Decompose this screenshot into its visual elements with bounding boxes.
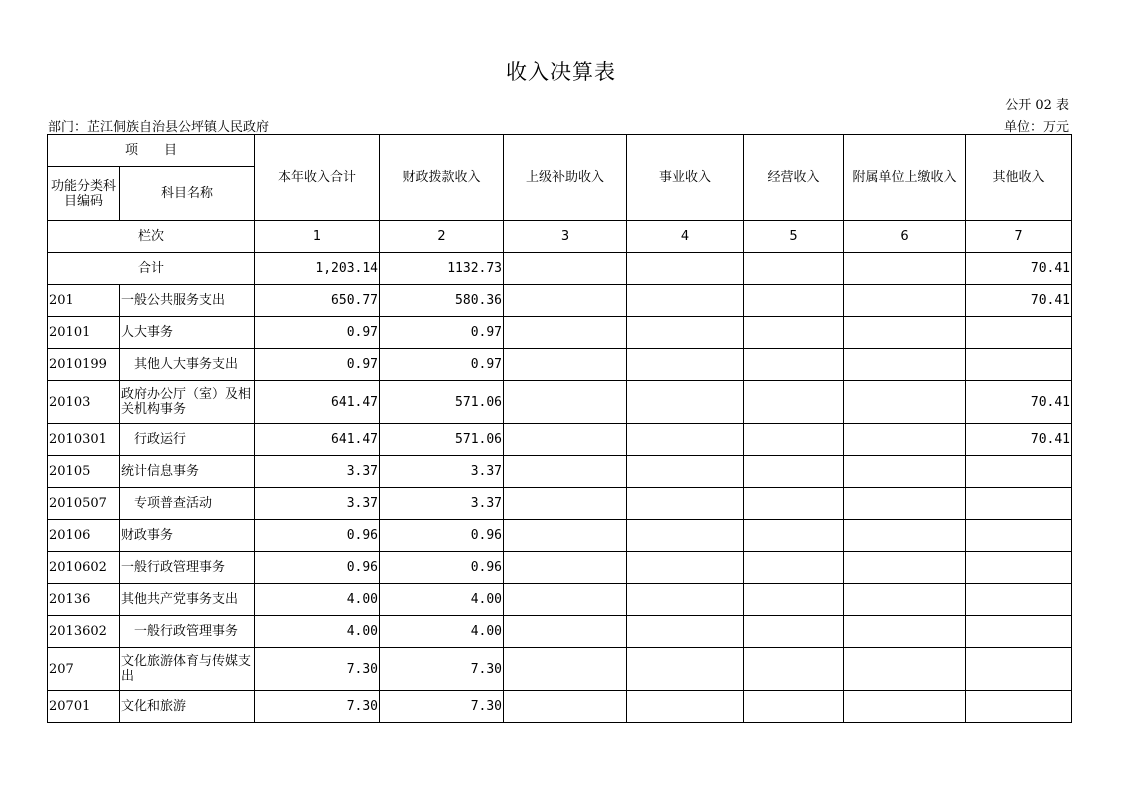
row-fiscal: 3.37 [380, 456, 504, 488]
unit-label: 单位：万元 [1003, 120, 1069, 135]
index-col-2: 2 [380, 221, 504, 253]
row-code: 2010301 [48, 424, 120, 456]
row-total: 650.77 [255, 285, 380, 317]
row-superior [504, 584, 627, 616]
row-total: 3.37 [255, 456, 380, 488]
row-total: 0.97 [255, 317, 380, 349]
row-operating [744, 317, 844, 349]
row-superior [504, 552, 627, 584]
row-superior [504, 317, 627, 349]
row-code: 2010199 [48, 349, 120, 381]
table-row [48, 317, 1072, 349]
row-business [627, 456, 744, 488]
row-total: 4.00 [255, 616, 380, 648]
row-total: 0.97 [255, 349, 380, 381]
row-superior [504, 285, 627, 317]
row-fiscal: 3.37 [380, 488, 504, 520]
row-name: 政府办公厅（室）及相关机构事务 [120, 381, 255, 424]
row-affiliated [844, 520, 966, 552]
header-superior: 上级补助收入 [504, 135, 627, 221]
header-total: 本年收入合计 [255, 135, 380, 221]
row-superior [504, 424, 627, 456]
row-operating [744, 584, 844, 616]
index-col-7: 7 [966, 221, 1072, 253]
row-operating [744, 552, 844, 584]
row-operating [744, 424, 844, 456]
row-name: 其他共产党事务支出 [120, 584, 255, 616]
row-affiliated [844, 317, 966, 349]
row-total: 641.47 [255, 424, 380, 456]
page-title: 收入决算表 [506, 60, 616, 84]
header-item: 项 目 [48, 135, 255, 167]
row-name: 行政运行 [120, 424, 255, 456]
form-code: 公开 02 表 [1005, 98, 1069, 113]
table-row [48, 349, 1072, 381]
total-superior [504, 253, 627, 285]
table-row [48, 552, 1072, 584]
row-total: 0.96 [255, 520, 380, 552]
row-name: 一般公共服务支出 [120, 285, 255, 317]
row-other [966, 488, 1072, 520]
row-total: 3.37 [255, 488, 380, 520]
total-sum: 1,203.14 [255, 253, 380, 285]
row-operating [744, 381, 844, 424]
row-affiliated [844, 456, 966, 488]
row-business [627, 381, 744, 424]
row-superior [504, 616, 627, 648]
row-superior [504, 691, 627, 723]
header-other: 其他收入 [966, 135, 1072, 221]
row-operating [744, 616, 844, 648]
row-superior [504, 648, 627, 691]
row-fiscal: 571.06 [380, 381, 504, 424]
total-business [627, 253, 744, 285]
row-business [627, 691, 744, 723]
row-code: 2010602 [48, 552, 120, 584]
row-total: 641.47 [255, 381, 380, 424]
row-business [627, 520, 744, 552]
row-business [627, 349, 744, 381]
row-affiliated [844, 691, 966, 723]
row-other [966, 584, 1072, 616]
row-business [627, 285, 744, 317]
row-code: 207 [48, 648, 120, 691]
header-business: 事业收入 [627, 135, 744, 221]
row-total: 4.00 [255, 584, 380, 616]
row-business [627, 488, 744, 520]
row-affiliated [844, 285, 966, 317]
row-business [627, 317, 744, 349]
row-fiscal: 0.96 [380, 552, 504, 584]
index-col-3: 3 [504, 221, 627, 253]
index-col-6: 6 [844, 221, 966, 253]
row-affiliated [844, 552, 966, 584]
row-total: 0.96 [255, 552, 380, 584]
row-fiscal: 0.96 [380, 520, 504, 552]
income-table [47, 134, 1072, 723]
table-row [48, 456, 1072, 488]
row-code: 201 [48, 285, 120, 317]
row-total: 7.30 [255, 691, 380, 723]
row-fiscal: 4.00 [380, 584, 504, 616]
row-other: 70.41 [966, 424, 1072, 456]
row-other: 70.41 [966, 285, 1072, 317]
row-name: 文化旅游体育与传媒支出 [120, 648, 255, 691]
total-affiliated [844, 253, 966, 285]
row-code: 20103 [48, 381, 120, 424]
row-fiscal: 0.97 [380, 317, 504, 349]
row-name: 一般行政管理事务 [120, 552, 255, 584]
row-fiscal: 4.00 [380, 616, 504, 648]
row-code: 2013602 [48, 616, 120, 648]
row-business [627, 552, 744, 584]
row-affiliated [844, 424, 966, 456]
row-other [966, 520, 1072, 552]
row-fiscal: 571.06 [380, 424, 504, 456]
total-row [48, 253, 1072, 285]
table-row [48, 584, 1072, 616]
row-code: 20105 [48, 456, 120, 488]
table-row [48, 616, 1072, 648]
row-operating [744, 691, 844, 723]
row-other: 70.41 [966, 381, 1072, 424]
row-affiliated [844, 381, 966, 424]
table-row [48, 488, 1072, 520]
table-row [48, 424, 1072, 456]
index-col-1: 1 [255, 221, 380, 253]
row-business [627, 584, 744, 616]
row-fiscal: 0.97 [380, 349, 504, 381]
department-label: 部门：芷江侗族自治县公坪镇人民政府 [48, 120, 270, 135]
row-affiliated [844, 648, 966, 691]
row-operating [744, 648, 844, 691]
row-total: 7.30 [255, 648, 380, 691]
row-operating [744, 488, 844, 520]
header-operating: 经营收入 [744, 135, 844, 221]
row-fiscal: 7.30 [380, 648, 504, 691]
row-superior [504, 381, 627, 424]
row-name: 统计信息事务 [120, 456, 255, 488]
row-other [966, 552, 1072, 584]
row-operating [744, 520, 844, 552]
header-affiliated: 附属单位上缴收入 [844, 135, 966, 221]
table-row [48, 520, 1072, 552]
header-code: 功能分类科目编码 [48, 167, 120, 221]
total-other: 70.41 [966, 253, 1072, 285]
row-operating [744, 456, 844, 488]
row-superior [504, 456, 627, 488]
total-label: 合计 [48, 253, 255, 285]
row-code: 2010507 [48, 488, 120, 520]
row-other [966, 349, 1072, 381]
index-col-4: 4 [627, 221, 744, 253]
row-name: 其他人大事务支出 [120, 349, 255, 381]
row-name: 人大事务 [120, 317, 255, 349]
row-name: 专项普查活动 [120, 488, 255, 520]
table-row [48, 691, 1072, 723]
table-row [48, 648, 1072, 691]
row-other [966, 648, 1072, 691]
row-other [966, 456, 1072, 488]
row-business [627, 424, 744, 456]
row-code: 20101 [48, 317, 120, 349]
total-operating [744, 253, 844, 285]
row-affiliated [844, 616, 966, 648]
row-name: 一般行政管理事务 [120, 616, 255, 648]
row-superior [504, 349, 627, 381]
row-other [966, 616, 1072, 648]
row-fiscal: 7.30 [380, 691, 504, 723]
row-operating [744, 285, 844, 317]
row-affiliated [844, 488, 966, 520]
row-business [627, 648, 744, 691]
row-code: 20106 [48, 520, 120, 552]
index-col-5: 5 [744, 221, 844, 253]
row-name: 文化和旅游 [120, 691, 255, 723]
total-fiscal: 1132.73 [380, 253, 504, 285]
row-business [627, 616, 744, 648]
row-code: 20136 [48, 584, 120, 616]
row-superior [504, 520, 627, 552]
row-code: 20701 [48, 691, 120, 723]
row-operating [744, 349, 844, 381]
table-row [48, 285, 1072, 317]
header-fiscal: 财政拨款收入 [380, 135, 504, 221]
header-name: 科目名称 [120, 167, 255, 221]
row-affiliated [844, 584, 966, 616]
row-superior [504, 488, 627, 520]
row-name: 财政事务 [120, 520, 255, 552]
row-affiliated [844, 349, 966, 381]
index-row-label: 栏次 [48, 221, 255, 253]
row-fiscal: 580.36 [380, 285, 504, 317]
table-row [48, 381, 1072, 424]
row-other [966, 691, 1072, 723]
row-other [966, 317, 1072, 349]
